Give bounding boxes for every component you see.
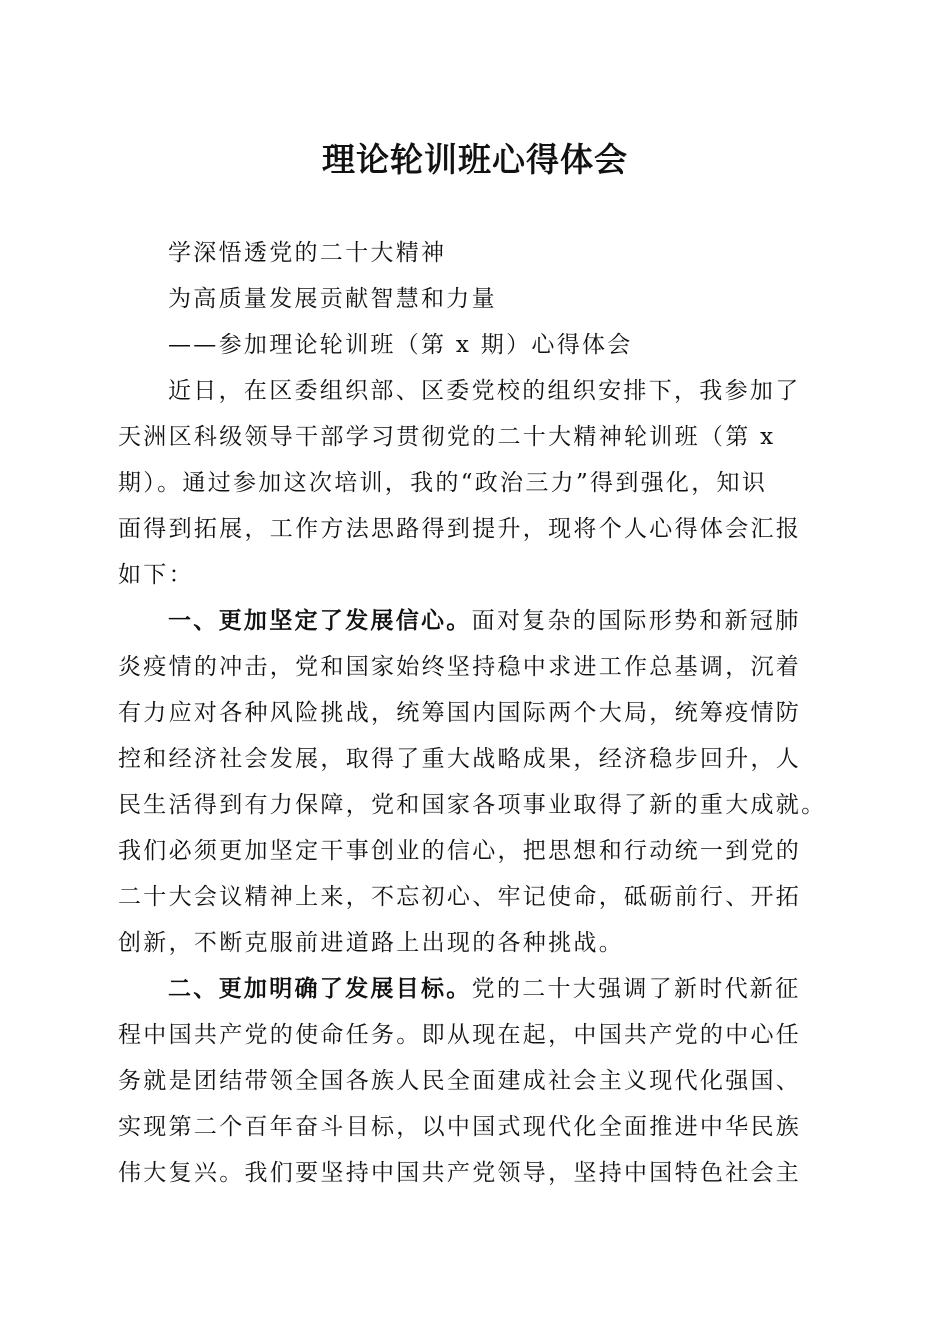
intro-line-2: 天洲区科级领导干部学习贯彻党的二十大精神轮训班（第 x <box>118 424 776 450</box>
section2-line-5: 伟大复兴。我们要坚持中国共产党领导，坚持中国特色社会主 <box>118 1160 802 1186</box>
intro-line-5: 如下： <box>118 562 194 588</box>
subtitle-line-2: 为高质量发展贡献智慧和力量 <box>168 286 497 312</box>
section2-first-line-text: 党的二十大强调了新时代新征 <box>471 976 801 1002</box>
intro-line-3: 期）。通过参加这次培训，我的“政治三力”得到强化，知识 <box>118 470 768 496</box>
section2-first-line <box>118 966 838 1012</box>
subtitle-line-1: 学深悟透党的二十大精神 <box>168 240 447 266</box>
section1-line-6: 我们必须更加坚定干事创业的信心，把思想和行动统一到党的 <box>118 838 802 864</box>
section1-line-7: 二十大会议精神上来，不忘初心、牢记使命，砥砺前行、开拓 <box>118 884 802 910</box>
section1-line-2: 炎疫情的冲击，党和国家始终坚持稳中求进工作总基调，沉着 <box>118 654 802 680</box>
section2-heading: 二、更加明确了发展目标。 <box>168 975 472 1002</box>
subtitle-line-3: ——参加理论轮训班（第 x 期）心得体会 <box>168 332 633 358</box>
section1-first-line <box>118 598 838 644</box>
section2-line-4: 实现第二个百年奋斗目标，以中国式现代化全面推进中华民族 <box>118 1114 802 1140</box>
section1-line-4: 控和经济社会发展，取得了重大战略成果，经济稳步回升，人 <box>118 746 802 772</box>
section2-line-3: 务就是团结带领全国各族人民全面建成社会主义现代化强国、 <box>118 1068 802 1094</box>
section1-first-line-text: 面对复杂的国际形势和新冠肺 <box>471 608 801 634</box>
document-title: 理论轮训班心得体会 <box>322 140 628 179</box>
document-body <box>118 230 838 1196</box>
section2-line-2: 程中国共产党的使命任务。即从现在起，中国共产党的中心任 <box>118 1022 802 1048</box>
section1-line-8: 创新，不断克服前进道路上出现的各种挑战。 <box>118 930 624 956</box>
section1-line-5: 民生活得到有力保障，党和国家各项事业取得了新的重大成就。 <box>118 792 827 818</box>
section1-heading: 一、更加坚定了发展信心。 <box>168 607 472 634</box>
intro-line-1: 近日，在区委组织部、区委党校的组织安排下，我参加了 <box>168 378 801 404</box>
section1-line-3: 有力应对各种风险挑战，统筹国内国际两个大局，统筹疫情防 <box>118 700 802 726</box>
intro-line-4: 面得到拓展，工作方法思路得到提升，现将个人心得体会汇报 <box>118 516 802 542</box>
